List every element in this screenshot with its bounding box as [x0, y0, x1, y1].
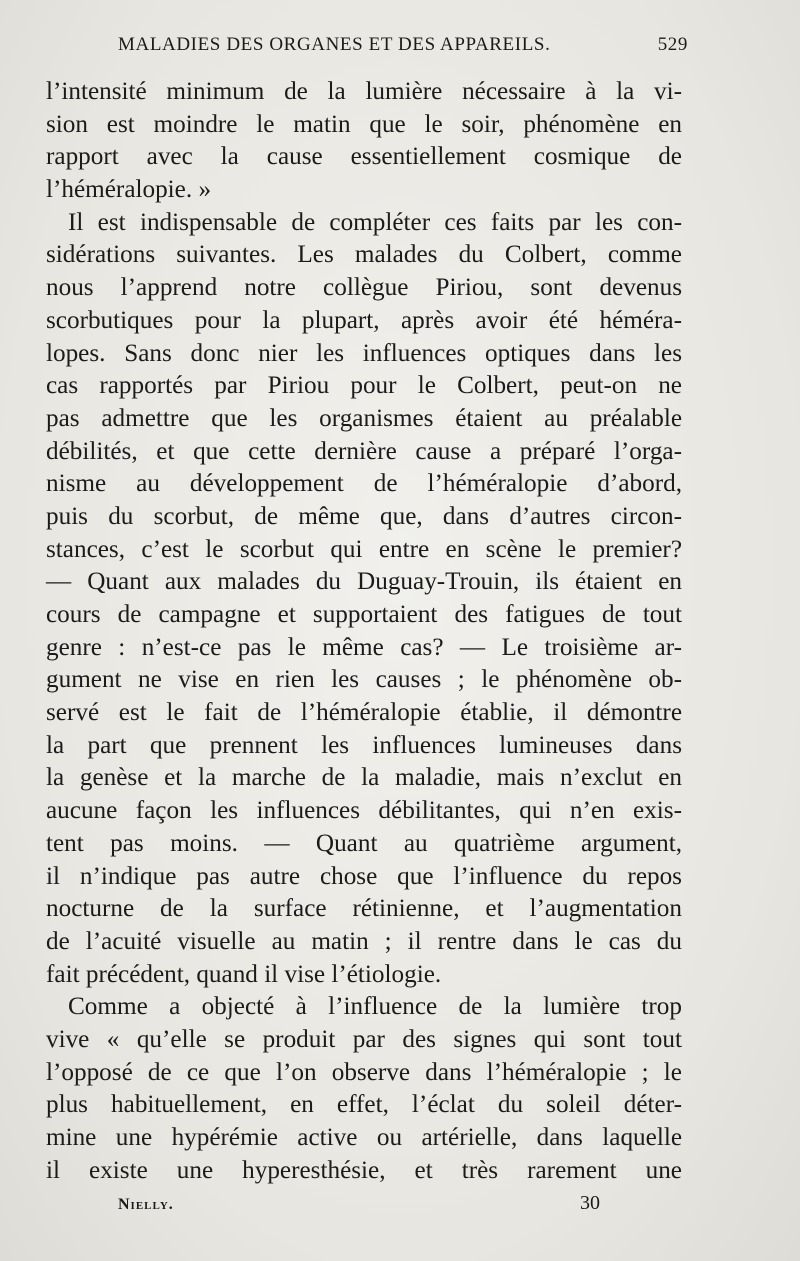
text-line: rapport avec la cause essentiellement cosmique de [46, 143, 682, 171]
text-line: tent pas moins. — Quant au quatrième argument, [46, 829, 682, 857]
text-line: il existe une hyperesthésie, et très rarement une [46, 1156, 682, 1184]
text-line: il n’indique pas autre chose que l’influence du repos [46, 862, 682, 890]
text-line: cours de campagne et supportaient des fatigues de tout [46, 601, 682, 628]
running-head-title: MALADIES DES ORGANES ET DES APPAREILS. [118, 34, 551, 55]
text-line: Il est indispensable de compléter ces faits par les con- [68, 208, 682, 236]
text-line: de l’acuité visuelle au matin ; il rentre dans le cas du [46, 927, 682, 955]
page-number: 529 [657, 34, 688, 55]
text-line: scorbutiques pour la plupart, après avoir été héméra- [46, 306, 682, 334]
text-line: genre : n’est-ce pas le même cas? — Le troisième ar- [46, 633, 682, 661]
text-line: aucune façon les influences débilitantes, qui n’en exis- [46, 797, 682, 825]
text-line: puis du scorbut, de même que, dans d’autres circon- [46, 502, 682, 530]
text-line: débilités, et que cette dernière cause a préparé l’orga- [46, 437, 682, 465]
text-line: pas admettre que les organismes étaient au préalable [46, 404, 682, 432]
text-line: stances, c’est le scorbut qui entre en scène le premier? [46, 535, 682, 563]
author-name: Nielly. [118, 1196, 174, 1213]
text-line: nous l’apprend notre collègue Piriou, sont devenus [46, 274, 682, 302]
signature-mark: 30 [580, 1192, 600, 1214]
text-line: l’intensité minimum de la lumière nécessaire à la vi- [46, 78, 682, 105]
text-line: — Quant aux malades du Duguay-Trouin, ils étaient en [46, 568, 682, 596]
text-line: sidérations suivantes. Les malades du Colbert, comme [46, 241, 682, 269]
body-text [46, 76, 682, 1187]
text-line: la genèse et la marche de la maladie, mais n’exclut en [46, 764, 682, 792]
text-line: servé est le fait de l’héméralopie établie, il démontre [46, 699, 682, 727]
text-line: nocturne de la surface rétinienne, et l’augmentation [46, 895, 682, 923]
text-line: mine une hypérémie active ou artérielle, dans laquelle [46, 1124, 682, 1151]
text-line: cas rapportés par Piriou pour le Colbert, peut-on ne [46, 372, 682, 400]
text-line: vive « qu’elle se produit par des signes qui sont tout [46, 1025, 682, 1053]
text-line: sion est moindre le matin que le soir, phénomène en [46, 110, 682, 138]
text-line: plus habituellement, en effet, l’éclat du soleil déter- [46, 1091, 682, 1119]
text-line: lopes. Sans donc nier les influences optiques dans les [46, 339, 682, 367]
text-line: Comme a objecté à l’influence de la lumière trop [68, 993, 682, 1021]
text-line: fait précédent, quand il vise l’étiologie. [46, 960, 442, 988]
text-line: l’opposé de ce que l’on observe dans l’héméralopie ; le [46, 1058, 682, 1086]
text-line: l’héméralopie. » [46, 176, 212, 204]
text-line: gument ne vise en rien les causes ; le phénomène ob- [46, 666, 682, 694]
text-line: nisme au développement de l’héméralopie d’abord, [46, 470, 682, 498]
text-line: la part que prennent les influences lumineuses dans [46, 731, 682, 759]
